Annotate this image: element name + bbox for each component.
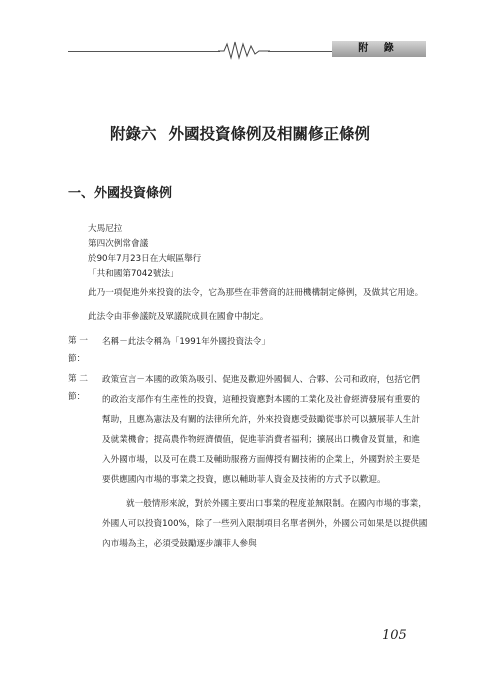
- appendix-number: 附錄六: [109, 124, 157, 143]
- zigzag-wave-icon: [218, 40, 270, 60]
- header-rule-right: [268, 51, 332, 52]
- section-tab: 附 錄: [332, 41, 426, 57]
- page-number: 105: [382, 628, 407, 643]
- article-label: 第 二 節：: [68, 374, 88, 402]
- continuation-block: [68, 494, 428, 554]
- header-rule-left: [68, 51, 220, 52]
- continuation-paragraph: 就一般情形來說，對於外國主要出口事業的程度並無限制。在國內市場的事業，外國人可以投資100%，除了一些列入限制項目名單者例外，外國公司如果是以提供國內市場為主，必須受鼓勵逐步讓菲人參與: [102, 499, 428, 549]
- paragraph: 此法令由菲參議院及眾議院成員在國會中制定。: [88, 312, 269, 322]
- article-text: 政策宣言－本國的政策為吸引、促進及歡迎外國個人、合夥、公司和政府，包括它們的政治支部作有生產性的投資，這種投資應對本國的工業化及社會經濟發展有重要的幫助，且應為憲法及有關的法律所允許，外來投資應受鼓勵從事於可以擴展菲人生計及就業機會；提高農作物經濟價值，促進菲消費者福利；擴展出口機會及質量，和進入外國市場，以及可在農工及輔助服務方面傳授有關技術的企業上，外國對於主要是要供應國內市場的事業之投資，應以輔助菲人資金及技術的方式予以歡迎。: [102, 375, 420, 485]
- article-2: [68, 370, 428, 490]
- paragraph: 此乃一項促進外來投資的法令，它為那些在菲營商的註冊機構制定條例，及做其它用途。: [88, 288, 424, 298]
- article-text: 名稱－此法令稱為「1991年外國投資法令」: [102, 337, 270, 347]
- section-heading: 一、外國投資條例: [68, 186, 173, 201]
- article-label: 第 一 節：: [68, 336, 88, 364]
- intro-line: 於90年7月23日在大岷區舉行: [88, 254, 202, 264]
- intro-line: 大馬尼拉: [88, 224, 123, 234]
- intro-line: 第四次例常會議: [88, 239, 149, 249]
- page-title: [0, 122, 480, 144]
- appendix-title: 外國投資條例及相關修正條例: [168, 124, 371, 143]
- intro-line: 「共和國第7042號法」: [88, 269, 179, 279]
- document-body: [68, 222, 428, 554]
- article-1: [68, 332, 428, 368]
